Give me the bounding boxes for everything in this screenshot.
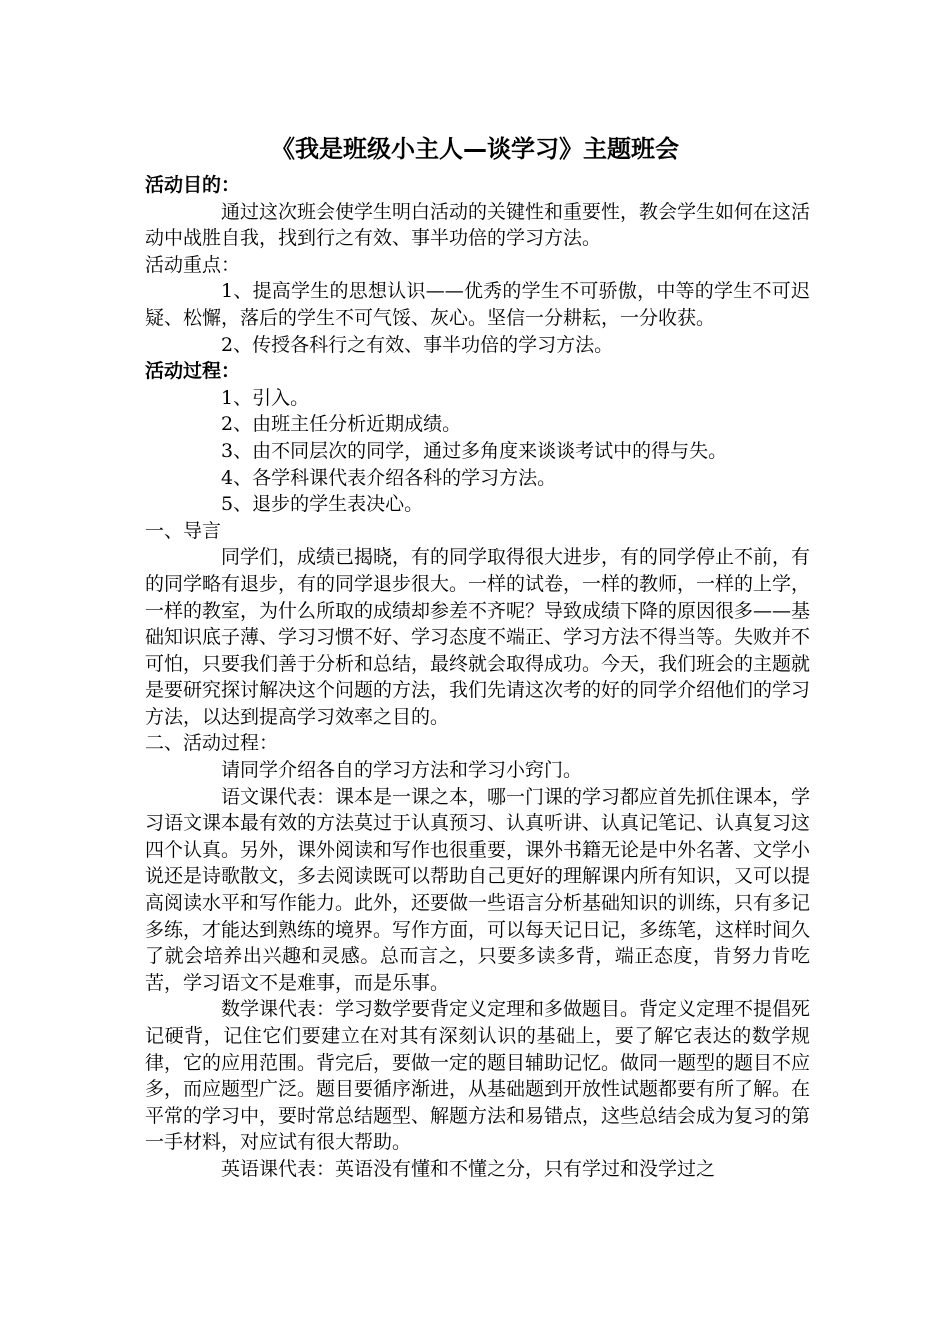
introduction-paragraph: 同学们，成绩已揭晓，有的同学取得很大进步，有的同学停止不前，有的同学略有退步，有的同学退步很大。一样的试卷，一样的教师，一样的上学，一样的教室，为什么所取的成绩却参差不齐呢？导致成绩下降的原因很多——基础知识底子薄、学习习惯不好、学习态度不端正、学习方法不得当等。失败并不可怕，只要我们善于分析和总结，最终就会取得成功。今天，我们班会的主题就是要研究探讨解决这个问题的方法，我们先请这次考的好的同学介绍他们的学习方法，以达到提高学习效率之目的。 [145,546,811,728]
focus-item: 2、传授各科行之有效、事半功倍的学习方法。 [221,333,614,356]
document-title: 《我是班级小主人—谈学习》主题班会 [271,135,679,163]
focus-heading: 活动重点： [145,253,241,276]
document-body [145,172,810,1183]
process-heading: 活动过程： [145,360,241,383]
process-item: 4、各学科课代表介绍各科的学习方法。 [221,466,557,489]
english-rep-paragraph: 英语课代表：英语没有懂和不懂之分，只有学过和没学过之 [221,1157,716,1180]
purpose-heading: 活动目的： [145,174,241,196]
section-heading-introduction: 一、导言 [145,519,222,542]
process-item: 3、由不同层次的同学，通过多角度来谈谈考试中的得与失。 [221,439,728,462]
process-item: 2、由班主任分析近期成绩。 [221,413,462,436]
section-heading-activity: 二、活动过程： [145,732,279,755]
activity-intro-paragraph: 请同学介绍各自的学习方法和学习小窍门。 [221,759,583,782]
focus-item: 1、提高学生的思想认识——优秀的学生不可骄傲，中等的学生不可迟疑、松懈，落后的学生不可气馁、灰心。坚信一分耕耘，一分收获。 [145,280,810,329]
chinese-rep-paragraph: 语文课代表：课本是一课之本，哪一门课的学习都应首先抓住课本，学习语文课本最有效的方法莫过于认真预习、认真听讲、认真记笔记、认真复习这四个认真。另外，课外阅读和写作也很重要，课外书籍无论是中外名著、文学小说还是诗歌散文，多去阅读既可以帮助自己更好的理解课内所有知识，又可以提高阅读水平和写作能力。此外，还要做一些语言分析基础知识的训练，只有多记多练，才能达到熟练的境界。写作方面，可以每天记日记，多练笔，这样时间久了就会培养出兴趣和灵感。总而言之，只要多读多背，端正态度，肯努力肯吃苦，学习语文不是难事，而是乐事。 [145,785,811,994]
math-rep-paragraph: 数学课代表：学习数学要背定义定理和多做题目。背定义定理不提倡死记硬背，记住它们要建立在对其有深刻认识的基础上，要了解它表达的数学规律，它的应用范围。背完后，要做一定的题目辅助记忆。做同一题型的题目不应多，而应题型广泛。题目要循序渐进，从基础题到开放性试题都要有所了解。在平常的学习中，要时常总结题型、解题方法和易错点，这些总结会成为复习的第一手材料，对应试有很大帮助。 [145,998,811,1154]
purpose-paragraph: 通过这次班会使学生明白活动的关键性和重要性，教会学生如何在这活动中战胜自我，找到行之有效、事半功倍的学习方法。 [145,200,811,250]
process-item: 1、引入。 [221,386,310,409]
process-item: 5、退步的学生表决心。 [221,493,424,516]
